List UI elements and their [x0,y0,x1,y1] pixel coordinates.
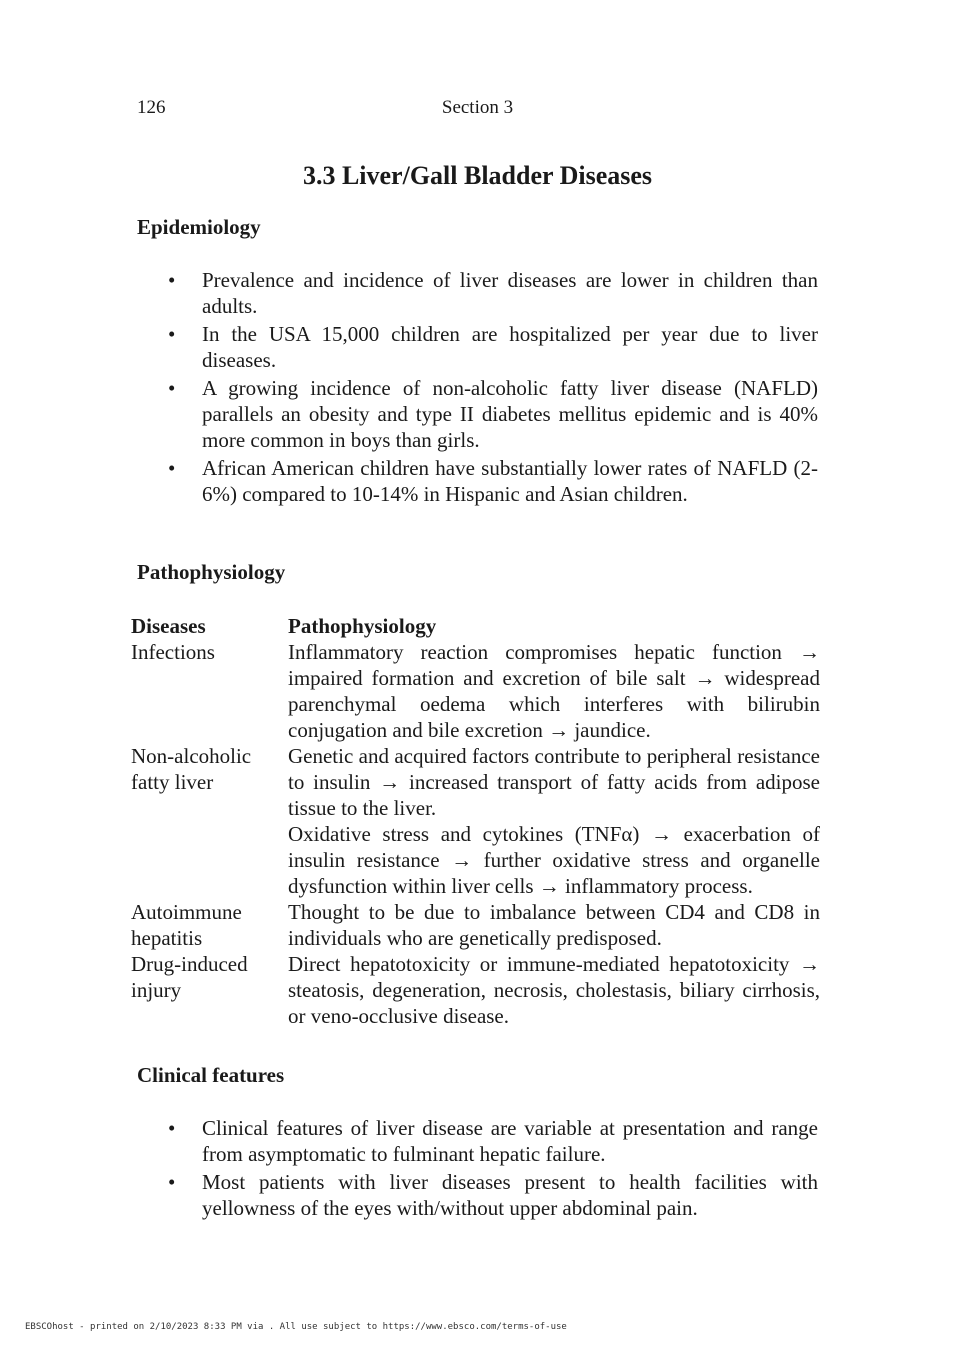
epidemiology-heading: Epidemiology [137,215,261,239]
table-row [131,899,820,951]
list-item: • Most patients with liver diseases present to health facilities with yellowness of the eyes with/without upper abdominal pain. [158,1169,818,1221]
clinical-features-heading: Clinical features [137,1063,285,1087]
list-item: • Clinical features of liver disease are variable at presentation and range from asymptomatic to fulminant hepatic failure. [158,1115,818,1167]
table-row [131,639,820,743]
disease-cell: Autoimmune hepatitis [131,900,242,950]
chapter-title: 3.3 Liver/Gall Bladder Diseases [302,161,653,190]
clinical-features-list [158,1115,818,1221]
pathophysiology-heading: Pathophysiology [137,560,286,584]
footer-notice: EBSCOhost - printed on 2/10/2023 8:33 PM via . All use subject to https://www.ebsco.com/terms-of-use [25,1322,567,1332]
list-item: • African American children have substantially lower rates of NAFLD (2-6%) compared to 10-14% in Hispanic and Asian children. [158,455,818,507]
column-header-diseases: Diseases [131,614,206,638]
column-header-pathophysiology: Pathophysiology [288,614,437,638]
pathophysiology-paragraph: Genetic and acquired factors contribute to peripheral resistance to insulin → increased transport of fatty acids from adipose tissue to the liver. [288,744,820,820]
pathophysiology-cell: Inflammatory reaction compromises hepatic function → impaired formation and excretion of bile salt → widespread parenchymal oedema which interferes with bilirubin conjugation and bile excretion → jaundice. [288,640,820,742]
list-item: • In the USA 15,000 children are hospitalized per year due to liver diseases. [158,321,818,373]
running-head: Section 3 [441,97,514,118]
disease-cell: Infections [131,640,215,664]
disease-cell: Drug-induced injury [131,952,248,1002]
pathophysiology-cell: Direct hepatotoxicity or immune-mediated hepatotoxicity → steatosis, degeneration, necrosis, cholestasis, biliary cirrhosis, or veno-occlusive disease. [288,952,820,1028]
list-item: • A growing incidence of non-alcoholic fatty liver disease (NAFLD) parallels an obesity and type II diabetes mellitus epidemic and is 40% more common in boys than girls. [158,375,818,453]
epidemiology-list [158,267,818,507]
table-header-row [131,613,820,639]
pathophysiology-paragraph: Oxidative stress and cytokines (TNFα) → exacerbation of insulin resistance → further oxidative stress and organelle dysfunction within liver cells → inflammatory process. [288,822,820,898]
pathophysiology-cell [288,743,820,899]
page-number: 126 [137,97,166,118]
table-row [131,743,820,899]
disease-cell: Non-alcoholic fatty liver [131,744,252,794]
pathophysiology-table [131,613,820,1029]
list-item: • Prevalence and incidence of liver diseases are lower in children than adults. [158,267,818,319]
pathophysiology-cell: Thought to be due to imbalance between CD4 and CD8 in individuals who are genetically predisposed. [288,900,820,950]
table-row [131,951,820,1029]
